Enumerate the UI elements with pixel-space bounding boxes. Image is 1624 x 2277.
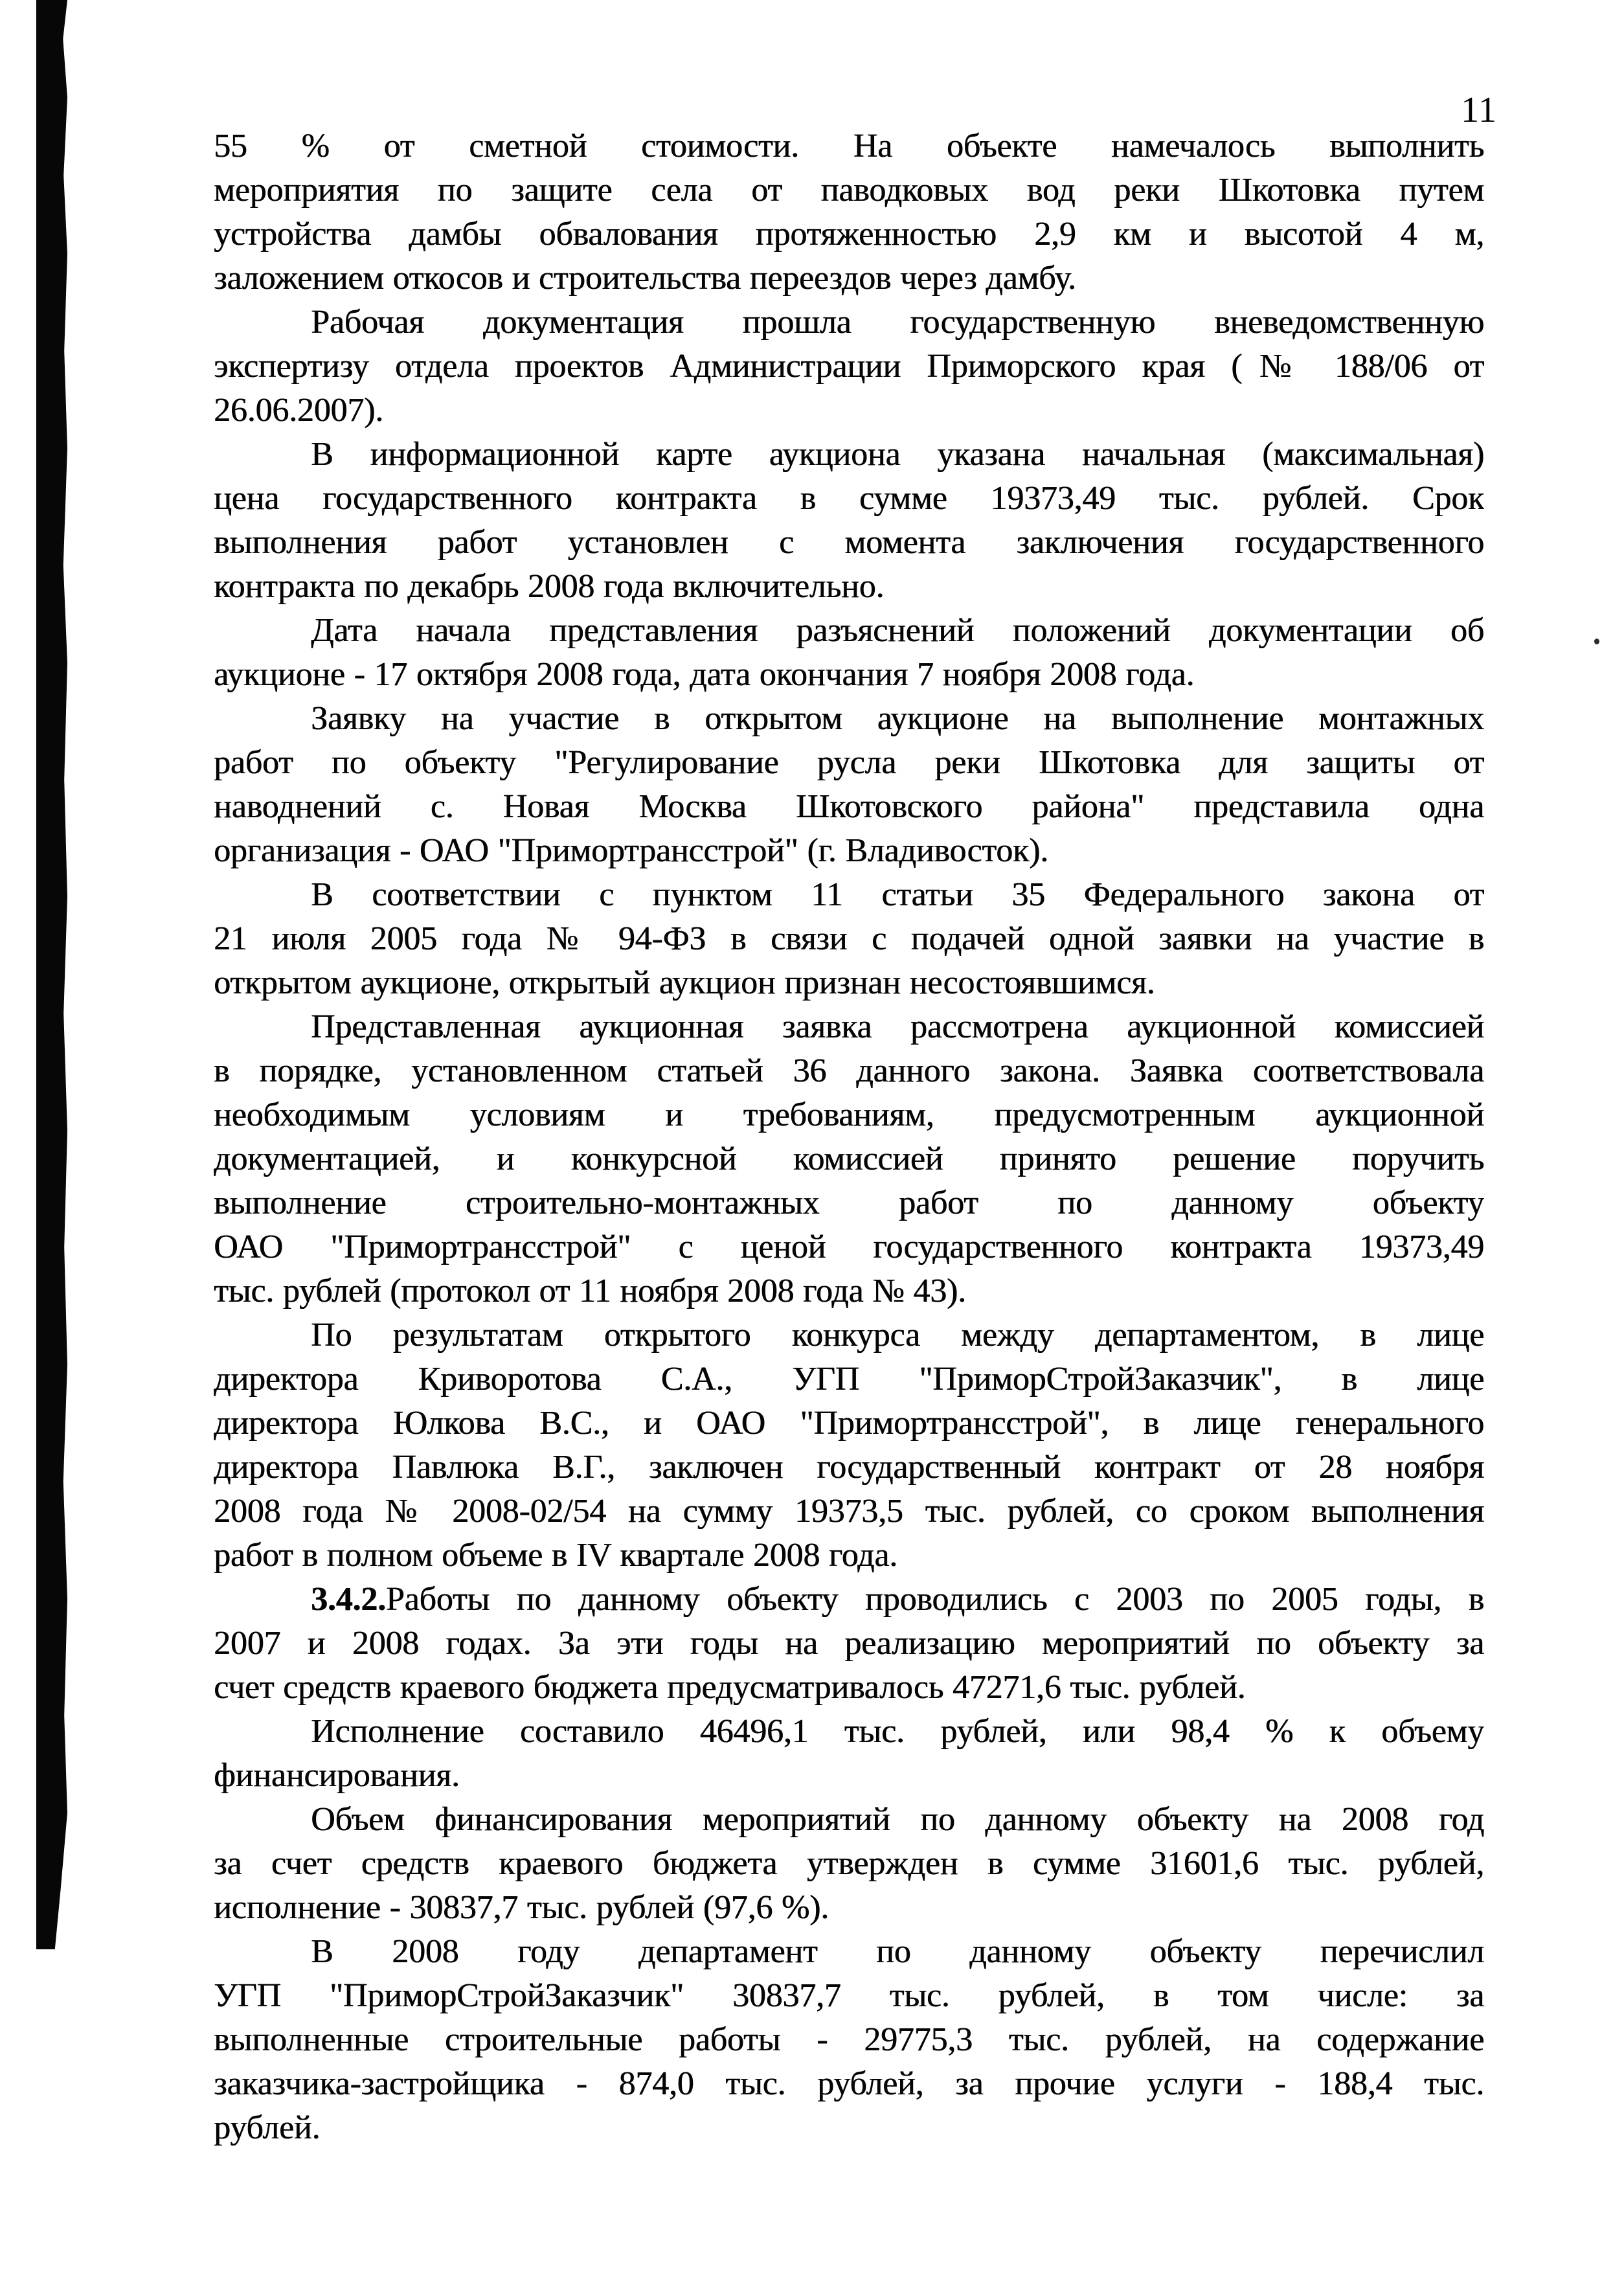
text-line: заказчика-застройщика - 874,0 тыс. рублей, за прочие услуги - 188,4 тыс. bbox=[214, 2065, 1484, 2102]
text-line: экспертизу отдела проектов Администрации Приморского края (№ 188/06 от bbox=[214, 348, 1484, 385]
text-line: директора Криворотова С.А., УГП "ПриморСтройЗаказчик", в лице bbox=[214, 1361, 1484, 1398]
text-line: выполненные строительные работы - 29775,3 тыс. рублей, на содержание bbox=[214, 2021, 1484, 2058]
text-line: цена государственного контракта в сумме 19373,49 тыс. рублей. Срок bbox=[214, 480, 1484, 517]
text-line: заложением откосов и строительства переездов через дамбу. bbox=[214, 260, 1076, 297]
text-line: Рабочая документация прошла государственную вневедомственную bbox=[311, 304, 1484, 341]
text-line: 55 % от сметной стоимости. На объекте намечалось выполнить bbox=[214, 128, 1484, 164]
text-line: работ в полном объеме в IV квартале 2008 года. bbox=[214, 1537, 897, 1574]
text-line: открытом аукционе, открытый аукцион признан несостоявшимся. bbox=[214, 964, 1155, 1001]
text-line: в порядке, установленном статьей 36 данного закона. Заявка соответствовала bbox=[214, 1052, 1484, 1089]
text-line: Дата начала представления разъяснений положений документации об bbox=[311, 612, 1484, 649]
text-line: устройства дамбы обвалования протяженностью 2,9 км и высотой 4 м, bbox=[214, 216, 1484, 253]
text-line: исполнение - 30837,7 тыс. рублей (97,6 %). bbox=[214, 1889, 829, 1926]
text-line: документацией, и конкурсной комиссией принято решение поручить bbox=[214, 1140, 1484, 1177]
text-line: В 2008 году департамент по данному объекту перечислил bbox=[311, 1933, 1484, 1970]
text-line: Заявку на участие в открытом аукционе на выполнение монтажных bbox=[311, 700, 1484, 737]
text-line: организация - ОАО "Примортрансстрой" (г. Владивосток). bbox=[214, 832, 1048, 869]
text-line: Представленная аукционная заявка рассмотрена аукционной комиссией bbox=[311, 1008, 1484, 1045]
text-line: необходимым условиям и требованиям, предусмотренным аукционной bbox=[214, 1096, 1484, 1133]
scan-speck bbox=[1594, 639, 1599, 644]
text-block bbox=[214, 124, 1484, 2150]
text-line: аукционе - 17 октября 2008 года, дата окончания 7 ноября 2008 года. bbox=[214, 656, 1195, 693]
text-line: финансирования. bbox=[214, 1757, 460, 1794]
text-line: счет средств краевого бюджета предусматривалось 47271,6 тыс. рублей. bbox=[214, 1669, 1246, 1706]
text-line: ОАО "Примортрансстрой" с ценой государственного контракта 19373,49 bbox=[214, 1229, 1484, 1265]
text-line: Объем финансирования мероприятий по данному объекту на 2008 год bbox=[311, 1801, 1484, 1838]
text-line: По результатам открытого конкурса между департаментом, в лице bbox=[311, 1317, 1484, 1354]
scan-binding-bar bbox=[36, 0, 67, 1949]
text-line: 2007 и 2008 годах. За эти годы на реализацию мероприятий по объекту за bbox=[214, 1625, 1484, 1662]
text-line: В соответствии с пунктом 11 статьи 35 Федерального закона от bbox=[311, 876, 1484, 913]
text-line: выполнения работ установлен с момента заключения государственного bbox=[214, 524, 1484, 561]
text-line: наводнений с. Новая Москва Шкотовского района" представила одна bbox=[214, 788, 1484, 825]
text-line: 2008 года № 2008-02/54 на сумму 19373,5 тыс. рублей, со сроком выполнения bbox=[214, 1493, 1484, 1530]
text-line: директора Юлкова В.С., и ОАО "Примортрансстрой", в лице генерального bbox=[214, 1405, 1484, 1442]
text-line: 3.4.2.Работы по данному объекту проводились с 2003 по 2005 годы, в bbox=[311, 1581, 1484, 1618]
text-line: УГП "ПриморСтройЗаказчик" 30837,7 тыс. рублей, в том числе: за bbox=[214, 1977, 1484, 2014]
text-line: рублей. bbox=[214, 2109, 321, 2146]
text-line: за счет средств краевого бюджета утвержден в сумме 31601,6 тыс. рублей, bbox=[214, 1845, 1484, 1882]
text-line: выполнение строительно-монтажных работ по данному объекту bbox=[214, 1184, 1484, 1221]
text-line: директора Павлюка В.Г., заключен государственный контракт от 28 ноября bbox=[214, 1449, 1484, 1486]
section-number: 3.4.2. bbox=[311, 1581, 386, 1618]
text-line: Исполнение составило 46496,1 тыс. рублей, или 98,4 % к объему bbox=[311, 1713, 1484, 1750]
text-line: 21 июля 2005 года № 94-ФЗ в связи с подачей одной заявки на участие в bbox=[214, 920, 1484, 957]
text-line: мероприятия по защите села от паводковых вод реки Шкотовка путем bbox=[214, 172, 1484, 209]
text-line: В информационной карте аукциона указана начальная (максимальная) bbox=[311, 436, 1484, 473]
text-line: работ по объекту "Регулирование русла реки Шкотовка для защиты от bbox=[214, 744, 1484, 781]
page-number: 11 bbox=[1461, 90, 1497, 130]
text-line: контракта по декабрь 2008 года включительно. bbox=[214, 568, 885, 605]
text-line: тыс. рублей (протокол от 11 ноября 2008 года № 43). bbox=[214, 1273, 966, 1309]
text-line: 26.06.2007). bbox=[214, 392, 383, 429]
